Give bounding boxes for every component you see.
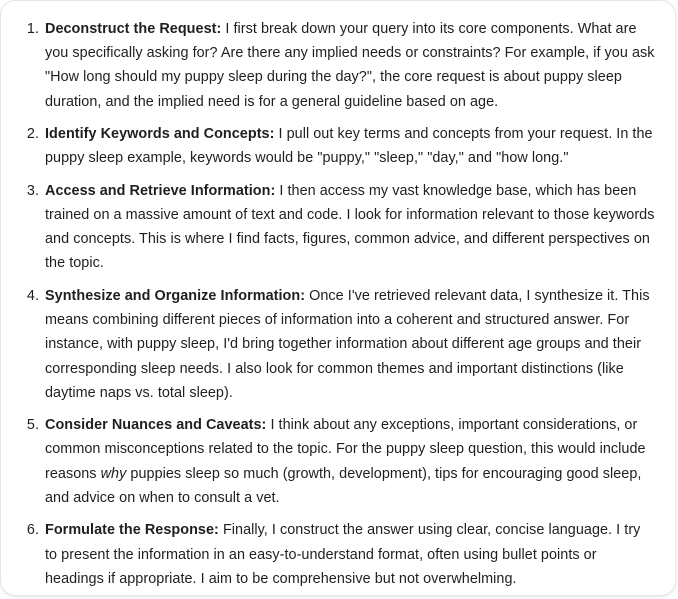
step-title: Identify Keywords and Concepts: xyxy=(45,126,275,143)
step-title: Formulate the Response: xyxy=(45,522,219,539)
step-number: 5 . xyxy=(19,413,39,437)
step-text: I first break down your query into its core components. What are you specifically asking for? Are there any implied needs or constraints? For example, if you ask "How long should my puppy sleep during the day?", the core request is about puppy sleep duration, and the implied need is for a general guideline based on age. xyxy=(45,21,655,110)
step-text-emphasis: why xyxy=(100,465,127,482)
step-text-after: puppies sleep so much (growth, development), tips for encouraging good sleep, and advice on when to consult a vet. xyxy=(45,465,642,506)
list-item xyxy=(19,413,655,510)
step-number: 2 . xyxy=(19,122,39,146)
step-number: 3 . xyxy=(19,179,39,203)
response-card xyxy=(1,1,675,595)
step-number: 4 . xyxy=(19,284,39,308)
step-text: Finally, I construct the answer using clear, concise language. I try to present the information in an easy-to-understand format, often using bullet points or headings if appropriate. I aim to be comprehensive but not overwhelming. xyxy=(45,522,641,587)
step-title: Deconstruct the Request: xyxy=(45,21,222,37)
step-title: Consider Nuances and Caveats: xyxy=(45,417,267,434)
list-item xyxy=(19,284,655,405)
step-number: 6 . xyxy=(19,518,39,542)
step-title: Access and Retrieve Information: xyxy=(45,182,276,199)
list-item xyxy=(19,518,655,591)
step-text-before: I think about any exceptions, important considerations, or common misconceptions related to the topic. For the puppy sleep question, this would include reasons xyxy=(45,417,646,482)
steps-list xyxy=(19,17,655,591)
step-title: Synthesize and Organize Information: xyxy=(45,287,306,304)
step-text: I pull out key terms and concepts from your request. In the puppy sleep example, keywords would be "puppy," "sleep," "day," and "how long." xyxy=(45,126,653,167)
step-text: Once I've retrieved relevant data, I synthesize it. This means combining different pieces of information into a coherent and structured answer. For instance, with puppy sleep, I'd bring together information about different age groups and their corresponding sleep needs. I also look for common themes and important distinctions (like daytime naps vs. total sleep). xyxy=(45,287,650,401)
list-item xyxy=(19,122,655,170)
step-number: 1 . xyxy=(19,17,39,41)
list-item xyxy=(19,17,655,114)
step-text: I then access my vast knowledge base, which has been trained on a massive amount of text and code. I look for information relevant to those keywords and concepts. This is where I find facts, figures, common advice, and different perspectives on the topic. xyxy=(45,182,655,272)
list-item xyxy=(19,179,655,276)
